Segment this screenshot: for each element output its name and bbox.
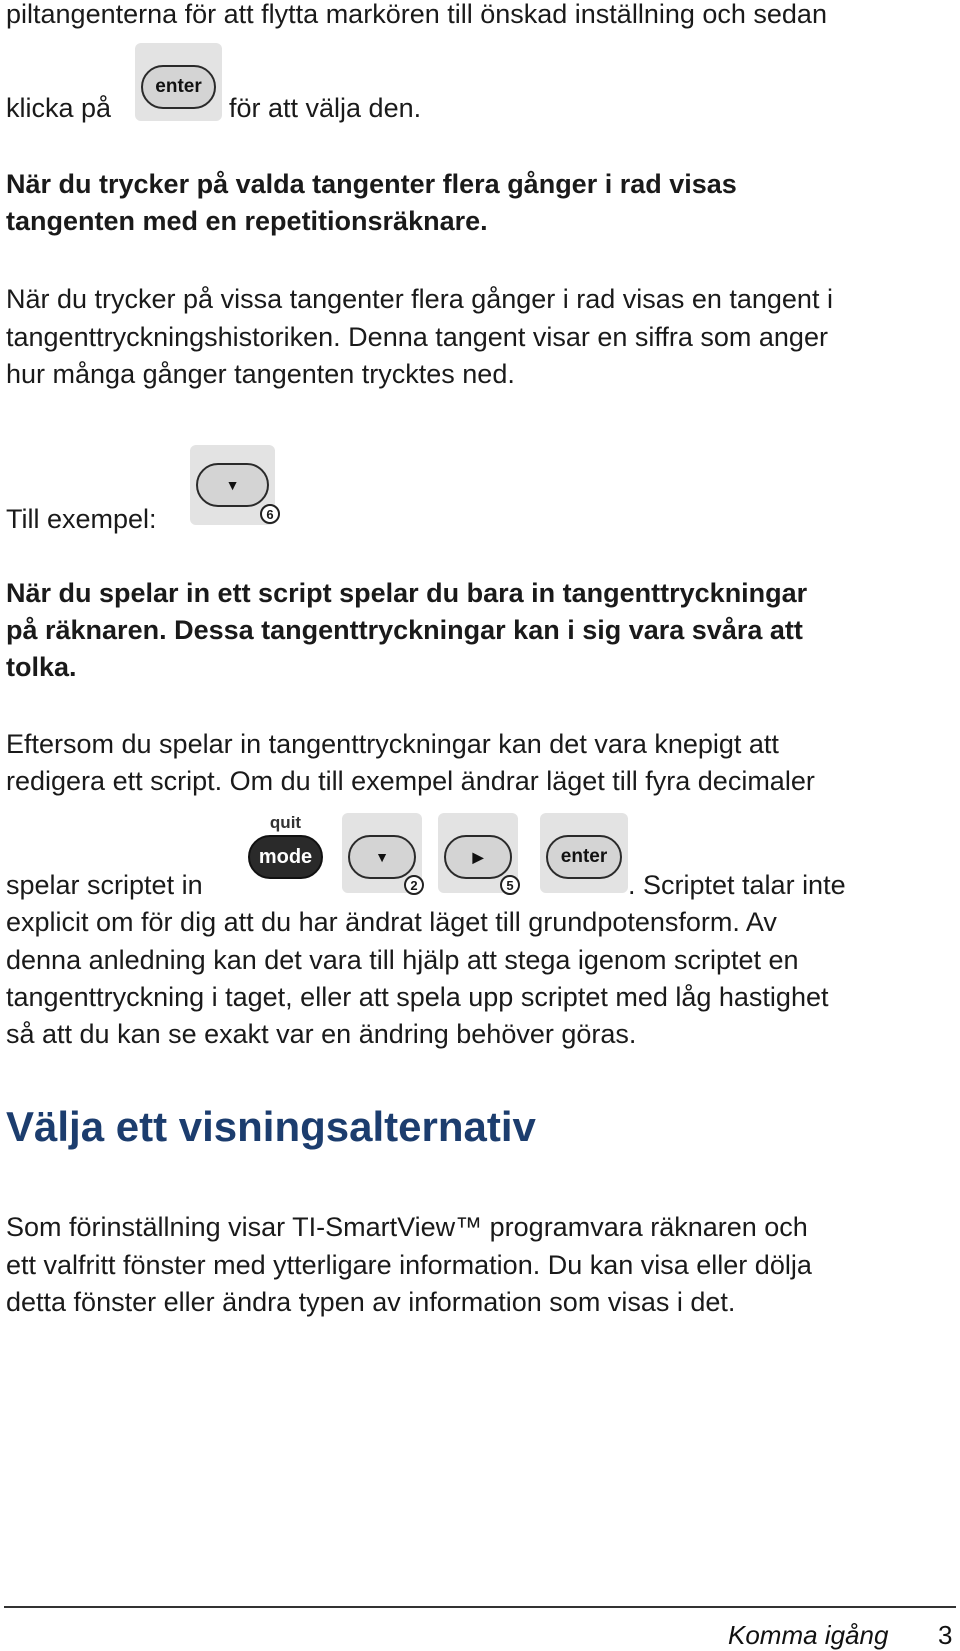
down-key-image xyxy=(190,445,275,525)
down-arrow-icon: ▼ xyxy=(375,849,389,865)
quit-label: quit xyxy=(269,813,302,832)
enter-key-label: enter xyxy=(141,65,216,109)
paragraph-line: tangenttryckning i taget, eller att spela upp scriptet med låg hastighet xyxy=(6,982,829,1012)
mode-key-image xyxy=(242,813,329,893)
bold-paragraph-line: När du spelar in ett script spelar du bara in tangenttryckningar xyxy=(6,578,808,608)
paragraph-line: hur många gånger tangenten trycktes ned. xyxy=(6,359,515,389)
down-key-image xyxy=(342,813,422,893)
paragraph-line: detta fönster eller ändra typen av information som visas i det. xyxy=(6,1287,736,1317)
enter-key-image xyxy=(540,813,628,893)
section-heading: Välja ett visningsalternativ xyxy=(6,1103,536,1150)
paragraph-line: tangenttryckningshistoriken. Denna tangent visar en siffra som anger xyxy=(6,322,828,352)
footer-rule xyxy=(4,1606,956,1608)
paragraph-line: explicit om för dig att du har ändrat läget till grundpotensform. Av xyxy=(6,907,777,937)
paragraph-line: redigera ett script. Om du till exempel ändrar läget till fyra decimaler xyxy=(6,766,815,796)
mode-key-label: mode xyxy=(248,835,323,879)
paragraph-line: piltangenterna för att flytta markören till önskad inställning och sedan xyxy=(6,0,827,29)
bold-paragraph-line: tolka. xyxy=(6,652,77,682)
enter-key-image xyxy=(135,43,222,121)
footer-section-title: Komma igång xyxy=(728,1620,889,1650)
right-arrow-icon: ▶ xyxy=(472,848,484,865)
repeat-count-badge: 6 xyxy=(260,504,280,524)
page-number: 3 xyxy=(938,1620,953,1650)
paragraph-line: spelar scriptet in xyxy=(6,870,203,900)
repeat-count-badge: 5 xyxy=(500,875,520,895)
down-arrow-icon: ▼ xyxy=(225,477,240,493)
paragraph-line: När du trycker på vissa tangenter flera gånger i rad visas en tangent i xyxy=(6,284,833,314)
paragraph-line: Som förinställning visar TI-SmartView™ programvara räknaren och xyxy=(6,1212,808,1242)
bold-paragraph-line: på räknaren. Dessa tangenttryckningar kan i sig vara svåra att xyxy=(6,615,803,645)
example-label: Till exempel: xyxy=(6,504,157,534)
paragraph-line: för att välja den. xyxy=(229,93,422,123)
paragraph-line: klicka på xyxy=(6,93,112,123)
bold-paragraph-line: När du trycker på valda tangenter flera gånger i rad visas xyxy=(6,169,737,199)
repeat-count-badge: 2 xyxy=(404,875,424,895)
paragraph-line: ett valfritt fönster med ytterligare information. Du kan visa eller dölja xyxy=(6,1250,812,1280)
paragraph-line: så att du kan se exakt var en ändring behöver göras. xyxy=(6,1019,637,1049)
paragraph-line: Eftersom du spelar in tangenttryckningar kan det vara knepigt att xyxy=(6,729,779,759)
paragraph-line: . Scriptet talar inte xyxy=(628,870,846,900)
enter-key-label: enter xyxy=(546,835,622,879)
paragraph-line: denna anledning kan det vara till hjälp att stega igenom scriptet en xyxy=(6,945,799,975)
right-key-image xyxy=(438,813,518,893)
bold-paragraph-line: tangenten med en repetitionsräknare. xyxy=(6,206,488,236)
